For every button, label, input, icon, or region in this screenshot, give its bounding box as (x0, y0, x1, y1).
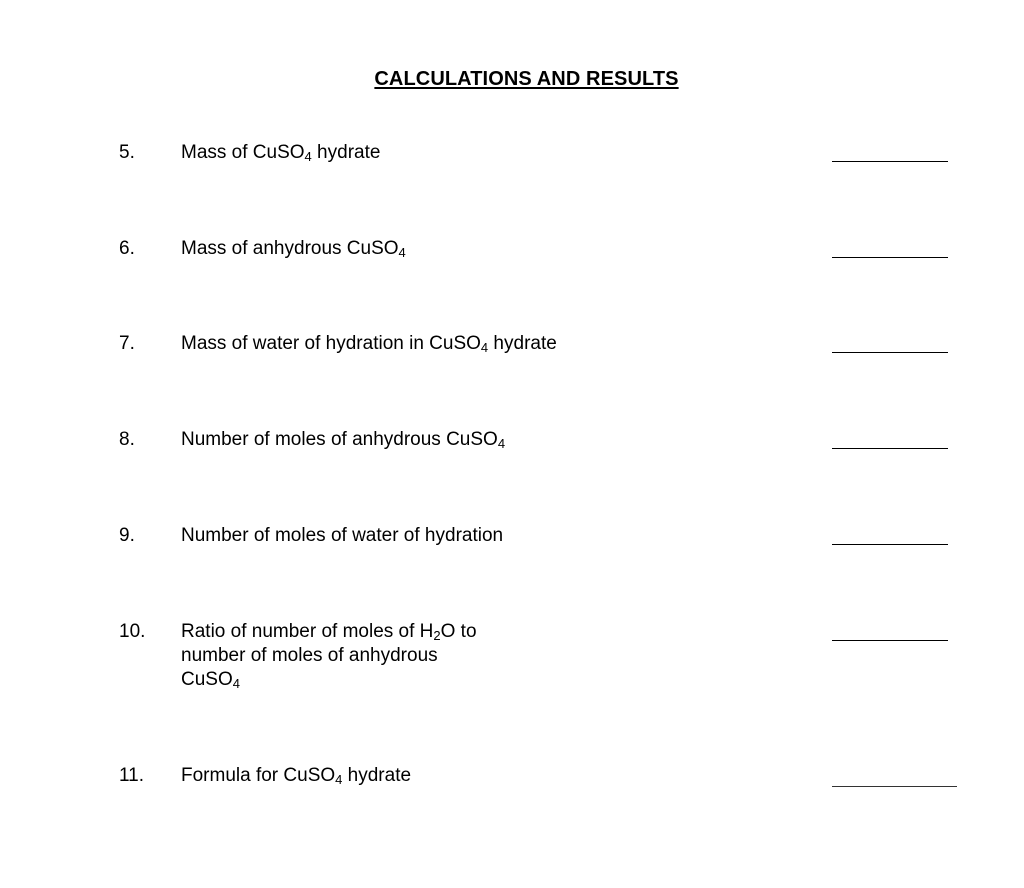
item-number: 5. (119, 142, 135, 163)
item-label-text: O to (440, 621, 477, 642)
item-label-text: Mass of anhydrous CuSO (181, 238, 399, 259)
subscript: 4 (304, 149, 312, 164)
item-label-text: Ratio of number of moles of H (181, 621, 434, 642)
item-label (181, 237, 406, 261)
item-label (181, 428, 505, 452)
item-number: 8. (119, 429, 135, 450)
answer-blank-line[interactable] (832, 161, 948, 162)
subscript: 4 (232, 676, 240, 691)
answer-blank-line[interactable] (832, 257, 948, 258)
item-number: 9. (119, 525, 135, 546)
item-label-text: hydrate (311, 142, 381, 163)
item-label-line (181, 668, 477, 692)
item-label-text: hydrate (488, 333, 557, 354)
item-label-text: Mass of water of hydration in CuSO (181, 333, 481, 354)
subscript: 2 (433, 628, 441, 643)
item-label-text: hydrate (342, 765, 412, 786)
subscript: 4 (497, 436, 506, 451)
item-label (181, 332, 557, 356)
item-number: 7. (119, 333, 135, 354)
item-label-text: Formula for CuSO (181, 765, 336, 786)
answer-blank-line[interactable] (832, 640, 948, 641)
answer-blank-line[interactable] (832, 352, 948, 353)
item-label-text: Mass of CuSO (181, 142, 305, 163)
subscript: 4 (398, 245, 406, 260)
subscript: 4 (480, 340, 489, 355)
answer-blank-line[interactable] (832, 786, 957, 787)
item-number: 10. (119, 621, 146, 642)
answer-blank-line[interactable] (832, 544, 948, 545)
item-number: 11. (119, 765, 145, 786)
subscript: 4 (335, 772, 343, 787)
item-label-text: CuSO (181, 669, 233, 690)
item-label (181, 141, 380, 165)
answer-blank-line[interactable] (832, 448, 948, 449)
item-label-line (181, 620, 477, 644)
item-label-text: Number of moles of anhydrous CuSO (181, 429, 498, 450)
item-number: 6. (119, 238, 135, 259)
item-label (181, 620, 477, 692)
item-label: Number of moles of water of hydration (181, 525, 504, 546)
item-label (181, 764, 411, 788)
item-label-line: number of moles of anhydrous (181, 645, 438, 666)
page-title: CALCULATIONS AND RESULTS (374, 68, 679, 90)
